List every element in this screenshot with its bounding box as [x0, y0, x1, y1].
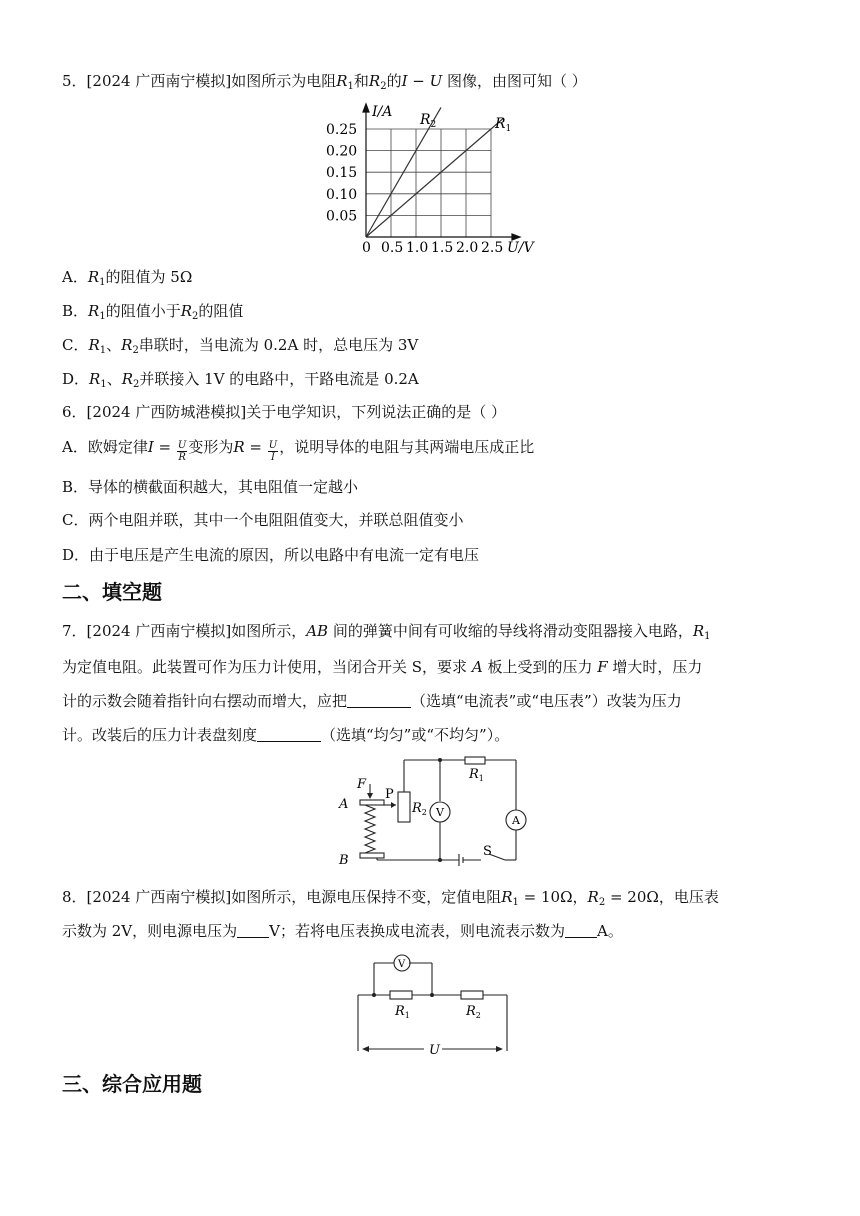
section-heading-fill-in: 二、填空题: [62, 580, 162, 604]
r1-label: $R_1$: [395, 1004, 410, 1020]
fraction-u-over-i: $\frac{U}{I}$: [268, 440, 278, 463]
plate-a-label: A: [339, 797, 349, 812]
iu-graph: [320, 100, 550, 260]
q7-line-1: 7．[2024 广西南宁模拟]如图所示，AB 间的弹簧中间有可收缩的导线将滑动变阻器接入电路，$R_1$: [62, 622, 711, 642]
series-resistor-circuit: [350, 953, 515, 1061]
q5-stem: 5．[2024 广西南宁模拟]如图所示为电阻$R_1$和$R_2$的I − U 图像，由图可知（ ）: [62, 72, 587, 92]
y-tick-label: 0.10: [326, 186, 358, 203]
x-tick-label: 1.5: [431, 240, 454, 256]
y-tick-label: 0.20: [326, 143, 358, 160]
voltmeter-icon: V: [398, 959, 406, 970]
q5-option-c: C．$R_1$、$R_2$串联时，当电流为 0.2A 时，总电压为 3V: [62, 336, 419, 356]
x-tick-label: 2.0: [456, 240, 479, 256]
q6-option-b: B．导体的横截面积越大，其电阻值一定越小: [62, 478, 359, 496]
ammeter-icon: A: [512, 814, 520, 827]
r1-line-label: $R_1$: [495, 116, 512, 134]
r1-label: $R_1$: [469, 767, 484, 783]
y-axis-label: I/A: [372, 104, 393, 120]
answer-blank[interactable]: [257, 726, 321, 742]
q6-option-a: A．欧姆定律I = $\frac{U}{R}$ 变形为R = $\frac{U}{I}$ ，说明导体的电阻与其两端电压成正比: [62, 438, 535, 463]
plate-b-label: B: [339, 853, 349, 868]
series-line-r1: [366, 118, 504, 237]
q7-line-4: 计。改装后的压力计表盘刻度 （选填“均匀”或“不均匀”）。: [62, 726, 510, 744]
voltmeter-icon: V: [436, 806, 444, 819]
switch-label: S: [483, 844, 492, 859]
pressure-gauge-circuit: [335, 752, 535, 870]
q6-option-c: C．两个电阻并联，其中一个电阻阻值变大，并联总阻值变小: [62, 511, 464, 529]
q6-stem: 6．[2024 广西防城港模拟]关于电学知识，下列说法正确的是（ ）: [62, 403, 506, 421]
x-tick-label: 1.0: [406, 240, 429, 256]
y-tick-label: 0.25: [326, 122, 358, 138]
r2-line-label: $R_2$: [420, 112, 437, 130]
x-tick-label: 0.5: [381, 240, 404, 256]
supply-voltage-label: U: [429, 1043, 440, 1058]
q8-line-2: 示数为 2V，则电源电压为 V；若将电压表换成电流表，则电流表示数为 A。: [62, 922, 623, 940]
q7-line-3: 计的示数会随着指针向右摆动而增大，应把 （选填“电流表”或“电压表”）改装为压力: [62, 692, 682, 710]
section-heading-applied: 三、综合应用题: [62, 1072, 202, 1096]
fraction-u-over-r: $\frac{U}{R}$: [177, 440, 187, 463]
q6-option-d: D．由于电压是产生电流的原因，所以电路中有电流一定有电压: [62, 546, 480, 564]
x-tick-label: 2.5: [481, 240, 504, 256]
q8-line-1: 8．[2024 广西南宁模拟]如图所示，电源电压保持不变，定值电阻$R_1 = 10\Omega$，$R_2 = 20\Omega$，电压表: [62, 888, 719, 908]
r2-label: $R_2$: [412, 801, 427, 817]
answer-blank[interactable]: [237, 922, 269, 938]
slider-p-label: P: [385, 787, 394, 802]
q5-option-a: A．$R_1$的阻值为 5Ω: [62, 268, 193, 288]
origin-label: 0: [362, 240, 371, 256]
answer-blank[interactable]: [347, 692, 411, 708]
force-label: F: [357, 777, 367, 792]
r2-label: $R_2$: [466, 1004, 481, 1020]
y-tick-label: 0.05: [326, 208, 358, 225]
q7-line-2: 为定值电阻。此装置可作为压力计使用，当闭合开关 S，要求 A 板上受到的压力 F 增大时，压力: [62, 658, 703, 676]
answer-blank[interactable]: [565, 922, 597, 938]
q5-option-d: D．$R_1$、$R_2$并联接入 1V 的电路中，干路电流是 0.2A: [62, 370, 419, 390]
q5-option-b: B．$R_1$的阻值小于$R_2$的阻值: [62, 302, 244, 322]
y-tick-label: 0.15: [326, 165, 358, 182]
x-axis-label: U/V: [507, 240, 534, 256]
